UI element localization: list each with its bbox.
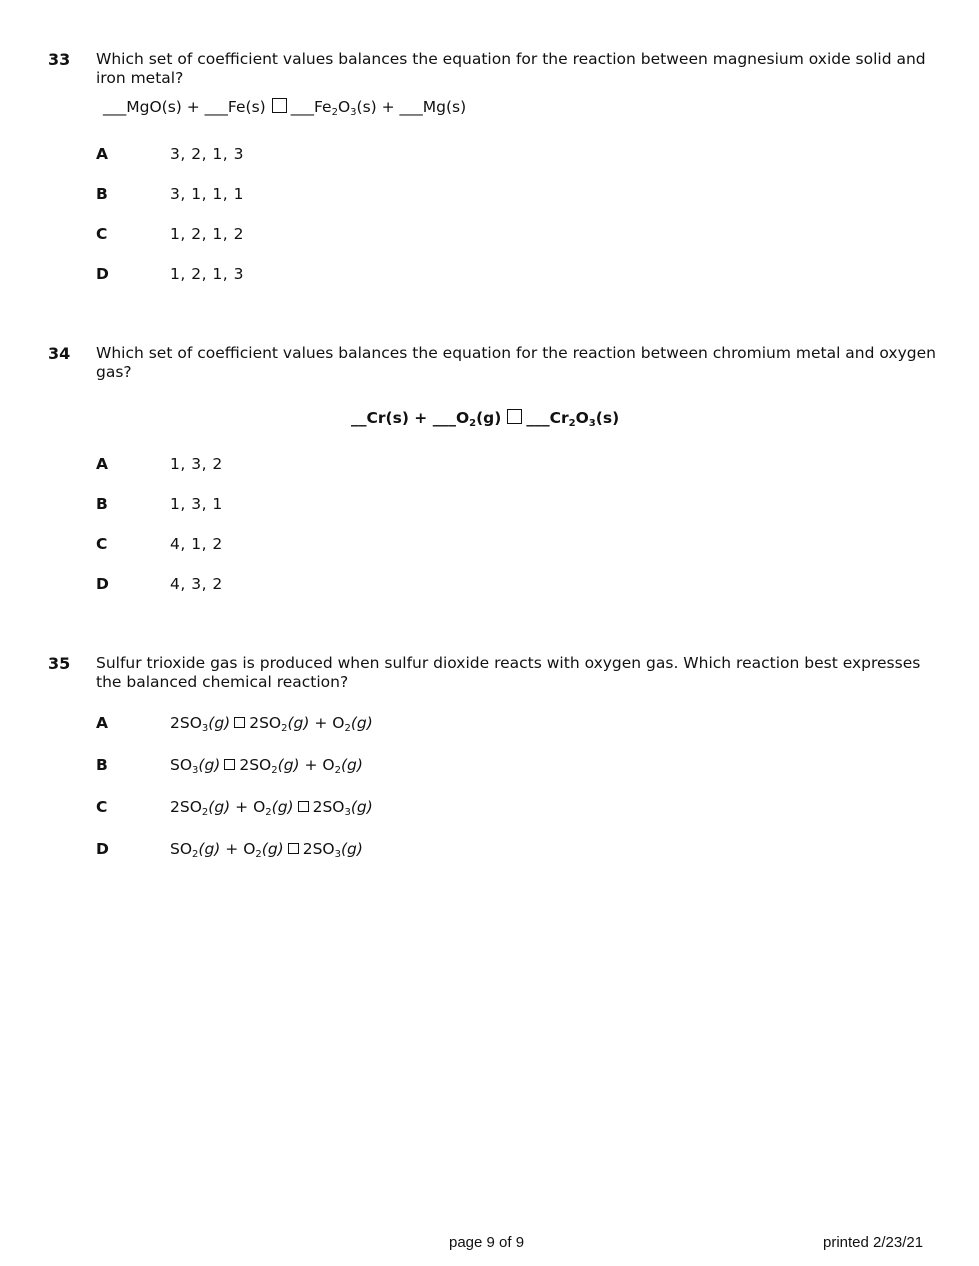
formula-part: O: [243, 840, 256, 858]
state-symbol: (g): [261, 840, 284, 858]
option-letter[interactable]: D: [96, 265, 109, 283]
subscript: 3: [350, 107, 357, 118]
page-number: page 9 of 9: [449, 1234, 525, 1251]
plus-sign: +: [299, 756, 323, 774]
option-equation[interactable]: [170, 756, 363, 774]
option-equation[interactable]: [170, 798, 373, 816]
state-symbol: (g): [271, 798, 294, 816]
option-value[interactable]: 3, 1, 1, 1: [170, 185, 245, 203]
formula-part: O: [322, 756, 335, 774]
option-value[interactable]: 4, 3, 2: [170, 575, 223, 593]
subscript: 2: [201, 807, 209, 818]
state-symbol: (g): [198, 840, 221, 858]
subscript: 2: [255, 849, 262, 860]
state-symbol: (g): [350, 798, 373, 816]
option-letter[interactable]: D: [96, 575, 109, 593]
subscript: 3: [192, 765, 199, 776]
formula-part: 2SO: [239, 756, 272, 774]
state-symbol: (g): [198, 756, 221, 774]
option-value[interactable]: 4, 1, 2: [170, 535, 223, 553]
option-value[interactable]: 3, 2, 1, 3: [170, 145, 245, 163]
state-symbol: (g): [208, 798, 231, 816]
plus-sign: +: [309, 714, 333, 732]
state-symbol: (g): [287, 714, 310, 732]
arrow-placeholder-icon: [298, 801, 309, 812]
question-text: Which set of coefficient values balances the equation for the reaction between magnesium oxide solid and iron metal?: [96, 50, 926, 87]
option-letter[interactable]: A: [96, 455, 108, 473]
subscript: 2: [469, 418, 477, 429]
formula-part: SO: [170, 840, 193, 858]
state-symbol: (g): [350, 714, 373, 732]
option-letter[interactable]: B: [96, 185, 108, 203]
state-symbol: (g): [341, 840, 363, 858]
subscript: 2: [192, 849, 199, 860]
option-letter[interactable]: A: [96, 145, 108, 163]
arrow-placeholder-icon: [234, 717, 245, 728]
subscript: 2: [344, 723, 351, 734]
plus-sign: +: [220, 840, 244, 858]
plus-sign: +: [230, 798, 254, 816]
formula-part: 2SO: [249, 714, 282, 732]
option-value[interactable]: 1, 2, 1, 2: [170, 225, 245, 243]
formula-part: O: [332, 714, 345, 732]
question-text: Sulfur trioxide gas is produced when sulfur dioxide reacts with oxygen gas. Which reaction best expresses the balanced chemical reaction?: [96, 654, 921, 691]
subscript: 2: [331, 107, 338, 118]
option-letter[interactable]: B: [96, 756, 108, 774]
formula-part: 2SO: [302, 840, 335, 858]
subscript: 2: [265, 807, 272, 818]
equation-product-part: O: [575, 409, 589, 427]
subscript: 2: [271, 765, 278, 776]
subscript: 2: [281, 723, 288, 734]
equation-product-part: (s) + ___Mg(s): [356, 98, 467, 116]
question-number: 34: [48, 344, 71, 363]
formula-part: 2SO: [312, 798, 345, 816]
formula-part: 2SO: [170, 714, 202, 732]
equation: [103, 98, 466, 116]
equation: [351, 409, 619, 427]
question-number: 35: [48, 654, 71, 673]
option-value[interactable]: 1, 2, 1, 3: [170, 265, 245, 283]
subscript: 3: [588, 418, 596, 429]
formula-part: O: [253, 798, 266, 816]
equation-reactants: ___MgO(s) + ___Fe(s): [103, 98, 266, 116]
equation-product-part: ___Fe: [290, 98, 332, 116]
arrow-placeholder-icon: [507, 409, 522, 424]
equation-reactants: (g): [476, 409, 502, 427]
option-letter[interactable]: C: [96, 535, 108, 553]
equation-product-part: O: [337, 98, 351, 116]
state-symbol: (g): [341, 756, 363, 774]
question-text: Which set of coefficient values balances the equation for the reaction between chromium metal and oxygen gas?: [96, 344, 936, 381]
arrow-placeholder-icon: [288, 843, 299, 854]
option-letter[interactable]: C: [96, 798, 108, 816]
state-symbol: (g): [208, 714, 231, 732]
option-letter[interactable]: D: [96, 840, 109, 858]
subscript: 2: [568, 418, 576, 429]
equation-product-part: (s): [595, 409, 620, 427]
arrow-placeholder-icon: [224, 759, 235, 770]
formula-part: 2SO: [170, 798, 202, 816]
option-value[interactable]: 1, 3, 2: [170, 455, 223, 473]
option-letter[interactable]: C: [96, 225, 108, 243]
arrow-placeholder-icon: [272, 98, 287, 113]
option-letter[interactable]: B: [96, 495, 108, 513]
option-equation[interactable]: [170, 840, 363, 858]
option-equation[interactable]: [170, 714, 373, 732]
question-number: 33: [48, 50, 71, 69]
option-value[interactable]: 1, 3, 1: [170, 495, 223, 513]
equation-reactants: __Cr(s) + ___O: [351, 409, 470, 427]
subscript: 3: [334, 849, 341, 860]
formula-part: SO: [170, 756, 193, 774]
state-symbol: (g): [277, 756, 300, 774]
equation-product-part: ___Cr: [526, 409, 569, 427]
subscript: 2: [334, 765, 341, 776]
subscript: 3: [201, 723, 209, 734]
option-letter[interactable]: A: [96, 714, 108, 732]
subscript: 3: [344, 807, 351, 818]
printed-date: printed 2/23/21: [823, 1234, 924, 1251]
